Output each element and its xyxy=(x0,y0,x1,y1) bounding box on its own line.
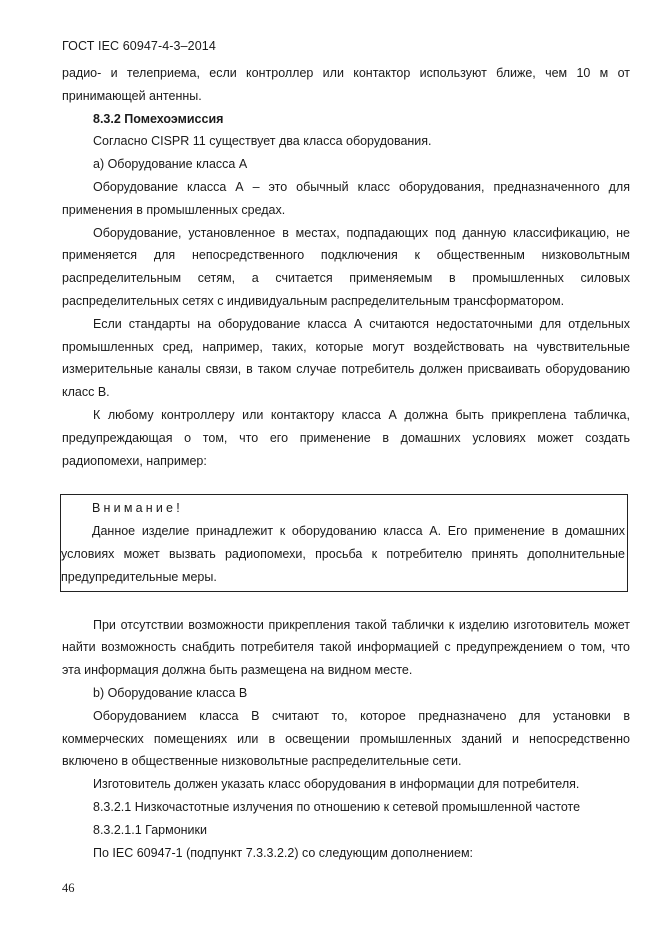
document-header: ГОСТ IEC 60947-4-3–2014 xyxy=(62,39,216,53)
document-body xyxy=(62,62,630,864)
paragraph: Оборудование класса А – это обычный класс оборудования, предназначенного для применения в промышленных средах. xyxy=(62,179,630,217)
paragraph: К любому контроллеру или контактору класса А должна быть прикреплена табличка, предупреждающая о том, что его применение в домашних условиях может создать радиопомехи, например: xyxy=(62,407,630,468)
paragraph: Изготовитель должен указать класс оборудования в информации для потребителя. xyxy=(93,777,580,792)
paragraph: Оборудованием класса В считают то, которое предназначено для установки в коммерческих помещениях или в освещении промышленных зданий и непосредственно включено в общественные низковольтные распределительные сети. xyxy=(62,708,630,769)
paragraph: По IEC 60947-1 (подпункт 7.3.3.2.2) со следующим дополнением: xyxy=(93,845,474,860)
subsection-heading: 8.3.2.1.1 Гармоники xyxy=(93,822,207,837)
spacer xyxy=(62,592,630,614)
paragraph: При отсутствии возможности прикрепления такой таблички к изделию изготовитель может найти возможность снабдить потребителя такой информацией с предупреждением о том, что эта информация должна быть размещена на видном месте. xyxy=(62,617,630,678)
spacer xyxy=(62,472,630,494)
paragraph: Оборудование, установленное в местах, подпадающих под данную классификацию, не применяется для непосредственного подключения к общественным низковольтным распределительным сетям, а считается применяемым в промышленных силовых распределительных сетях с индивидуальным распределительным трансформатором. xyxy=(62,225,630,308)
notice-text: Данное изделие принадлежит к оборудованию класса А. Его применение в домашних условиях может вызвать радиопомехи, просьба к потребителю принять дополнительные предупредительные меры. xyxy=(61,524,625,584)
page-number: 46 xyxy=(62,881,75,895)
warning-notice-box xyxy=(60,494,628,591)
paragraph-continuation: радио- и телеприема, если контроллер или контактор используют ближе, чем 10 м от принимающей антенны. xyxy=(62,66,630,103)
notice-title: Внимание! xyxy=(92,501,183,516)
list-item-class-a: a) Оборудование класса А xyxy=(93,157,248,172)
section-heading: 8.3.2 Помехоэмиссия xyxy=(93,111,224,126)
paragraph: Согласно CISPR 11 существует два класса оборудования. xyxy=(93,134,432,149)
paragraph: Если стандарты на оборудование класса А считаются недостаточными для отдельных промышленных сред, например, таких, которые могут воздействовать на чувствительные измерительные каналы связи, в таком случае потребитель должен присваивать оборудованию класс В. xyxy=(62,316,630,400)
subsection-heading: 8.3.2.1 Низкочастотные излучения по отношению к сетевой промышленной частоте xyxy=(93,799,581,814)
list-item-class-b: b) Оборудование класса В xyxy=(93,685,248,700)
